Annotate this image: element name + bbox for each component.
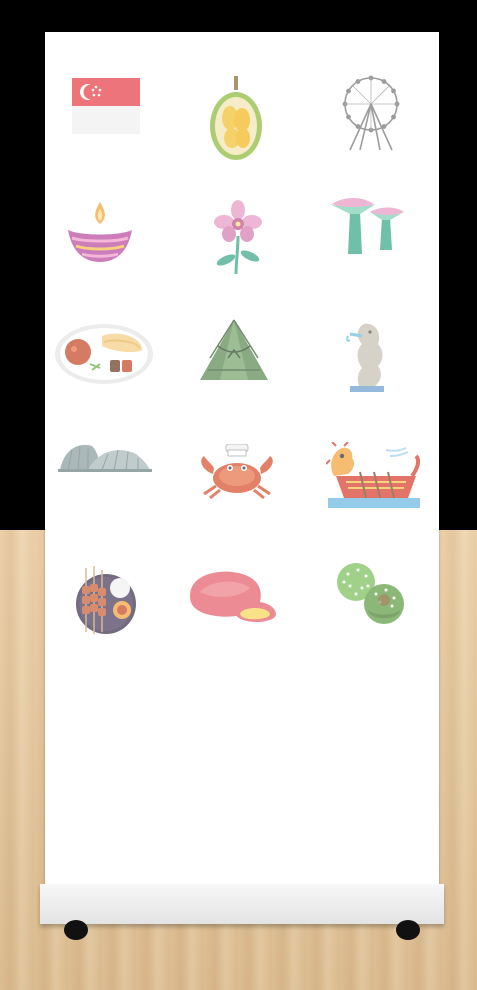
satay-plate-icon: [72, 566, 138, 636]
gardens-by-the-bay-dome-icon: [58, 440, 152, 472]
supertree-grove-icon: [326, 194, 406, 256]
ang-ku-kueh-icon: [186, 568, 278, 628]
dragon-boat-icon: [326, 442, 420, 508]
right-wheel: [396, 920, 420, 940]
diya-lamp-icon: [66, 200, 134, 264]
singapore-flyer-icon: [340, 74, 402, 152]
ondeh-ondeh-icon: [336, 562, 408, 626]
orchid-icon: [214, 200, 262, 276]
left-wheel: [64, 920, 88, 940]
singapore-flag-icon: [72, 78, 140, 134]
chicken-rice-plate-icon: [54, 322, 154, 386]
chilli-crab-icon: [196, 444, 278, 500]
merlion-icon: [342, 320, 392, 394]
banner-stand-base: [40, 884, 444, 924]
rice-dumpling-icon: [198, 318, 270, 384]
durian-icon: [208, 76, 264, 162]
